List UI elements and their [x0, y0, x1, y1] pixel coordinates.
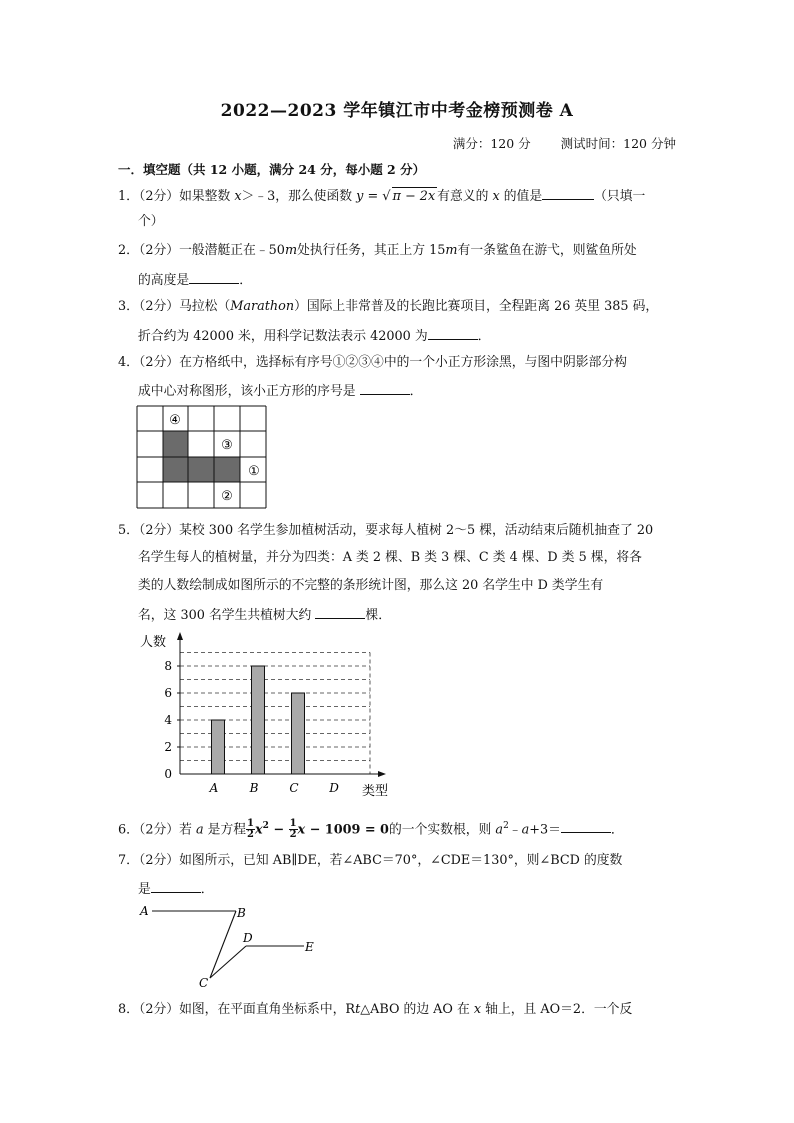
y-axis-arrow [177, 632, 183, 640]
question-5-line-3: 类的人数绘制成如图所示的不完整的条形统计图，那么这 20 名学生中 D 类学生有 [138, 578, 604, 593]
point-label-a: A [140, 904, 149, 918]
question-1-line-1: 1．（2分）如果整数 x＞﹣3，那么使函数 y = √ π − 2x 有意义的 x 的值是 （只填一 [118, 186, 645, 206]
x-tick-label: D [329, 781, 339, 795]
bar-a [212, 720, 225, 774]
parallel-lines-figure [138, 900, 328, 992]
question-4-line-2: 成中心对称图形，该小正方形的序号是 ． [138, 381, 422, 401]
question-6: 6．（2分）若 a 是方程 $\frac{1}{2}$ $x^2$ − $\frac{1}{2}$ x − 1009 = 0的一个实数根，则 $a^2﹣a+3=$ ． [118, 818, 624, 841]
grid-label-3: ③ [221, 438, 233, 453]
y-axis-label: 人数 [140, 635, 167, 650]
x-tick-label: A [209, 781, 219, 795]
question-5-line-2: 名学生每人的植树量，并分为四类：A 类 2 棵、B 类 3 棵、C 类 4 棵、D 类 5 棵，将各 [138, 550, 642, 565]
segment-bc [210, 911, 236, 978]
question-4-line-1: 4．（2分）在方格纸中，选择标有序号①②③④中的一个小正方形涂黑，与图中阴影部分构 [118, 355, 627, 370]
bar-c [292, 693, 305, 774]
answer-blank-1[interactable] [542, 186, 594, 200]
full-score: 满分：120 分 [452, 136, 531, 151]
question-5-line-4: 名，这 300 名学生共植树大约 棵． [138, 605, 391, 625]
x-axis-label: 类型 [362, 784, 389, 799]
point-label-d: D [243, 931, 253, 945]
x-tick-label: C [289, 781, 299, 795]
bar-b [252, 666, 265, 774]
question-7-line-2: 是 ． [138, 879, 214, 899]
shaded-cell [188, 457, 214, 482]
question-1-line-2: 个） [138, 214, 164, 229]
fraction-one-half-2: $\frac{1}{2}$ [289, 818, 297, 841]
point-label-c: C [199, 976, 209, 990]
y-tick-label: 4 [164, 713, 172, 727]
question-3-line-1: 3．（2分）马拉松（Marathon）国际上非常普及的长跑比赛项目，全程距离 26 英里 385 码， [118, 299, 659, 314]
point-label-b: B [237, 906, 246, 920]
question-3-line-2: 折合约为 42000 米，用科学记数法表示 42000 为 ． [138, 326, 490, 346]
y-tick-label: 2 [164, 740, 172, 754]
test-time: 测试时间：120 分钟 [560, 136, 676, 151]
grid-figure [136, 405, 268, 511]
answer-blank-7[interactable] [151, 879, 201, 893]
grid-label-1: ① [248, 464, 260, 479]
question-8-line-1: 8．（2分）如图，在平面直角坐标系中，Rt△ABO 的边 AO 在 x 轴上，且 AO＝2．一个反 [118, 1002, 633, 1017]
answer-blank-4[interactable] [360, 381, 410, 395]
x-axis-arrow [378, 771, 386, 777]
exam-meta [453, 134, 676, 152]
answer-blank-2[interactable] [189, 270, 239, 284]
answer-blank-5[interactable] [315, 605, 365, 619]
x-tick-label: B [249, 781, 259, 795]
shaded-cell [214, 457, 240, 482]
grid-label-2: ② [221, 489, 233, 504]
point-label-e: E [305, 940, 314, 954]
bar-chart [134, 628, 404, 800]
y-tick-label: 8 [164, 659, 172, 673]
segment-cd [210, 946, 246, 978]
shaded-cell [163, 431, 188, 457]
question-7-line-1: 7．（2分）如图所示，已知 AB∥DE，若∠ABC＝70°，∠CDE＝130°，则∠BCD 的度数 [118, 853, 623, 868]
question-5-line-1: 5．（2分）某校 300 名学生参加植树活动，要求每人植树 2～5 棵，活动结束后随机抽查了 20 [118, 523, 654, 538]
grid-label-4: ④ [169, 413, 181, 428]
shaded-cell [163, 457, 188, 482]
question-2-line-2: 的高度是 ． [138, 270, 252, 290]
y-tick-label: 0 [164, 767, 172, 781]
question-2-line-1: 2．（2分）一般潜艇正在﹣50m处执行任务，其正上方 15m有一条鲨鱼在游弋，则鲨鱼所处 [118, 243, 637, 258]
sqrt-expression: π − 2x [392, 189, 436, 204]
fraction-one-half: $\frac{1}{2}$ [247, 818, 255, 841]
answer-blank-3[interactable] [428, 326, 478, 340]
answer-blank-6[interactable] [561, 819, 611, 833]
page-title: 2022—2023 学年镇江市中考金榜预测卷 A [220, 101, 574, 121]
y-tick-label: 6 [164, 686, 172, 700]
section-heading: 一．填空题（共 12 小题，满分 24 分，每小题 2 分） [118, 162, 426, 177]
